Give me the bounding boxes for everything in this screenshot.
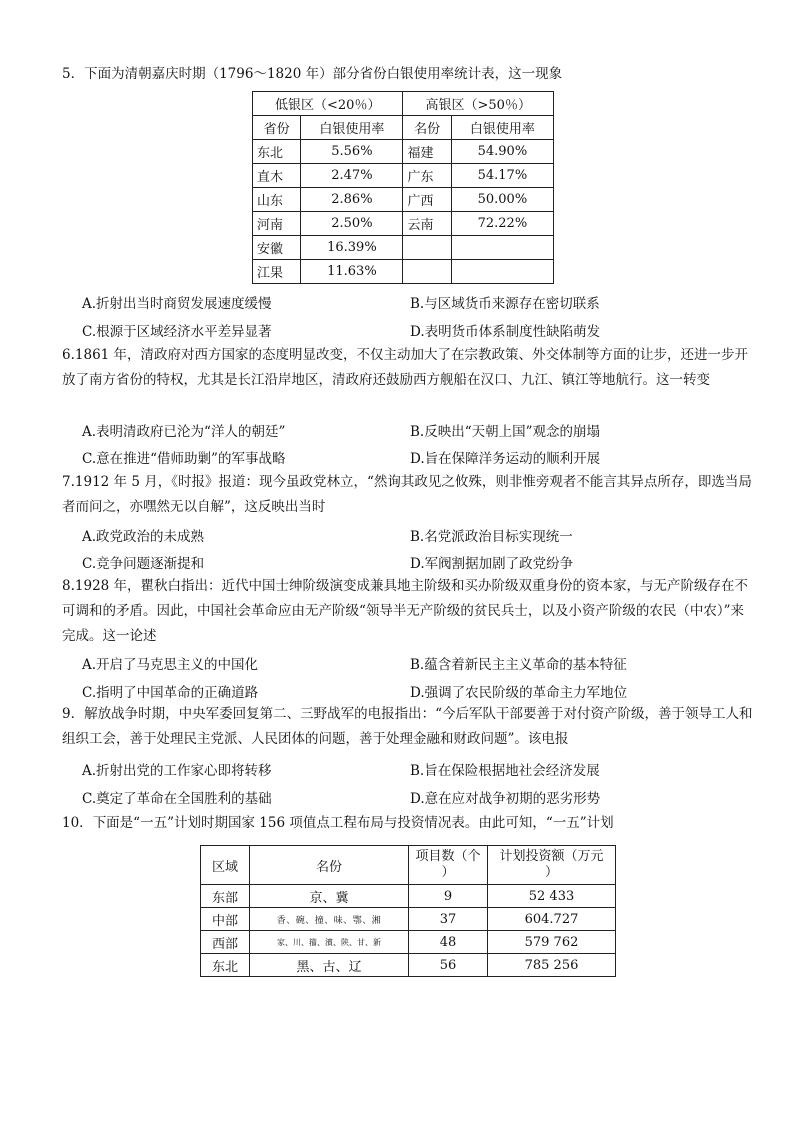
table-header-cell	[409, 846, 488, 885]
table-header-cell	[488, 846, 616, 885]
table-header-cell: 白银使用率	[301, 116, 403, 140]
table-cell: 785 256	[488, 954, 616, 977]
table-header-line: 计划投资额（万元	[499, 849, 604, 864]
table-header-cell: 区域	[201, 846, 250, 885]
table-cell: 54.90%	[451, 140, 553, 164]
table-cell: 东北	[201, 954, 250, 977]
table-header-line: ）	[441, 865, 455, 880]
option-a[interactable]: A.开启了马克思主义的中国化	[82, 657, 259, 673]
table-cell: 安徽	[253, 236, 301, 260]
table-cell	[451, 236, 553, 260]
table-cell: 2.86%	[301, 188, 403, 212]
question-9-stem	[62, 702, 753, 752]
table-cell: 50.00%	[451, 188, 553, 212]
table-cell: 604.727	[488, 908, 616, 931]
question-8-stem	[62, 574, 753, 649]
question-10-stem	[62, 811, 753, 836]
table-row	[253, 212, 554, 236]
table-header-row	[253, 92, 554, 116]
table-cell: 54.17%	[451, 164, 553, 188]
option-a[interactable]: A.政党政治的未成熟	[82, 529, 205, 545]
option-d[interactable]: D.意在应对战争初期的恶劣形势	[410, 791, 601, 807]
table-cell: 广东	[403, 164, 451, 188]
table-header-line: ）	[544, 865, 558, 880]
table-cell: 579 762	[488, 931, 616, 954]
table-header-cell: 低银区（<20％）	[253, 92, 403, 116]
question-number: 9．	[62, 706, 85, 722]
table-row	[201, 954, 616, 977]
table-row	[201, 885, 616, 908]
table-cell: 黑、古、辽	[250, 954, 409, 977]
option-b[interactable]: B.旨在保险根据地社会经济发展	[410, 763, 600, 779]
option-c[interactable]: C.意在推进“借师助剿”的军事战略	[82, 451, 286, 467]
table-cell: 广西	[403, 188, 451, 212]
table-cell: 11.63%	[301, 260, 403, 284]
question-text: 下面为清朝嘉庆时期（1796～1820 年）部分省份白银使用率统计表，这一现象	[84, 66, 563, 82]
table-row	[253, 140, 554, 164]
question-text: 1928 年，瞿秋白指出：近代中国士绅阶级演变成兼具地主阶级和买办阶级双重身份的资本家，与无产阶级存在不可调和的矛盾。因此，中国社会革命应由无产阶级“领导半无产阶级的贫民兵士，以及小资产阶级的农民（中农）”来完成。这一论述	[62, 578, 749, 644]
question-5-stem	[62, 62, 753, 87]
question-text: 解放战争时期，中央军委回复第二、三野战军的电报指出：“今后军队干部要善于对付资产阶级，善于领导工人和组织工会，善于处理民主党派、人民团体的问题，善于处理金融和财政问题”。该电报	[62, 706, 753, 747]
option-b[interactable]: B.反映出“天朝上国”观念的崩塌	[410, 424, 601, 440]
question-6-stem	[62, 343, 753, 393]
option-c[interactable]: C.根源于区域经济水平差异显著	[82, 324, 272, 340]
table-row	[201, 908, 616, 931]
table-header-row	[253, 116, 554, 140]
table-cell: 2.50%	[301, 212, 403, 236]
table-header-cell: 高银区（>50％）	[403, 92, 554, 116]
table-cell	[403, 236, 451, 260]
table-cell: 中部	[201, 908, 250, 931]
question-number: 6.	[62, 347, 75, 363]
table-cell: 河南	[253, 212, 301, 236]
option-c[interactable]: C.指明了中国革命的正确道路	[82, 685, 259, 701]
table-row	[201, 931, 616, 954]
table-cell: 5.56%	[301, 140, 403, 164]
option-d[interactable]: D.强调了农民阶级的革命主力军地位	[410, 685, 628, 701]
investment-table	[200, 845, 616, 977]
question-7-stem	[62, 470, 753, 520]
table-cell	[451, 260, 553, 284]
option-b[interactable]: B.蕴含着新民主主义革命的基本特征	[410, 657, 627, 673]
question-text: 1861 年，清政府对西方国家的态度明显改变，不仅主动加大了在宗教政策、外交体制等方面的让步，还进一步开放了南方省份的特权，尤其是长江沿岸地区，清政府还鼓励西方舰船在汉口、九江、镇江等地航行。这一转变	[62, 347, 749, 388]
option-b[interactable]: B.与区域货币来源存在密切联系	[410, 296, 600, 312]
option-c[interactable]: C.奠定了革命在全国胜利的基础	[82, 791, 272, 807]
table-header-cell: 名份	[403, 116, 451, 140]
question-text: 1912 年 5 月，《时报》报道：现今虽政党林立，“然询其政见之攸殊，则非惟旁观者不能言其异点所存，即选当局者而问之，亦嘿然无以自解”，这反映出当时	[62, 474, 752, 515]
table-cell: 52 433	[488, 885, 616, 908]
table-cell: 京、冀	[250, 885, 409, 908]
table-cell: 9	[409, 885, 488, 908]
option-c[interactable]: C.竞争问题逐渐提和	[82, 556, 205, 572]
table-cell: 37	[409, 908, 488, 931]
table-cell: 福建	[403, 140, 451, 164]
table-cell: 2.47%	[301, 164, 403, 188]
table-cell: 西部	[201, 931, 250, 954]
table-cell: 16.39%	[301, 236, 403, 260]
table-cell: 直木	[253, 164, 301, 188]
option-d[interactable]: D.旨在保障洋务运动的顺利开展	[410, 451, 601, 467]
question-text: 下面是“一五”计划时期国家 156 项值点工程布局与投资情况表。由此可知，“一五”计划	[92, 815, 614, 831]
option-a[interactable]: A.折射出当时商贸发展速度缓慢	[82, 296, 272, 312]
table-cell: 56	[409, 954, 488, 977]
table-row	[253, 236, 554, 260]
table-header-cell: 省份	[253, 116, 301, 140]
table-header-cell: 名份	[250, 846, 409, 885]
table-cell: 山东	[253, 188, 301, 212]
table-row	[253, 164, 554, 188]
option-a[interactable]: A.表明清政府已沦为“洋人的朝廷”	[82, 424, 286, 440]
table-header-cell: 白银使用率	[451, 116, 553, 140]
question-number: 5．	[62, 66, 85, 82]
silver-usage-table	[252, 91, 554, 284]
question-number: 8.	[62, 578, 75, 594]
table-cell: 江果	[253, 260, 301, 284]
option-d[interactable]: D.表明货币体系制度性缺陷萌发	[410, 324, 601, 340]
table-cell	[403, 260, 451, 284]
table-header-row	[201, 846, 616, 885]
table-cell: 东部	[201, 885, 250, 908]
question-number: 10．	[62, 815, 93, 831]
table-cell: 香、碗、撞、味、鄂、湘	[250, 908, 409, 931]
table-cell: 48	[409, 931, 488, 954]
option-b[interactable]: B.名党派政治目标实现统一	[410, 529, 573, 545]
table-header-line: 项目数（个	[415, 849, 481, 864]
table-row	[253, 260, 554, 284]
table-cell: 东北	[253, 140, 301, 164]
table-cell: 72.22%	[451, 212, 553, 236]
table-row	[253, 188, 554, 212]
question-number: 7.	[62, 474, 75, 490]
option-a[interactable]: A.折射出党的工作家心即将转移	[82, 763, 272, 779]
table-cell: 云南	[403, 212, 451, 236]
option-d[interactable]: D.军阀割据加剧了政党纷争	[410, 556, 574, 572]
table-cell: 家、川、籀、濱、陕、甘、新	[250, 931, 409, 954]
